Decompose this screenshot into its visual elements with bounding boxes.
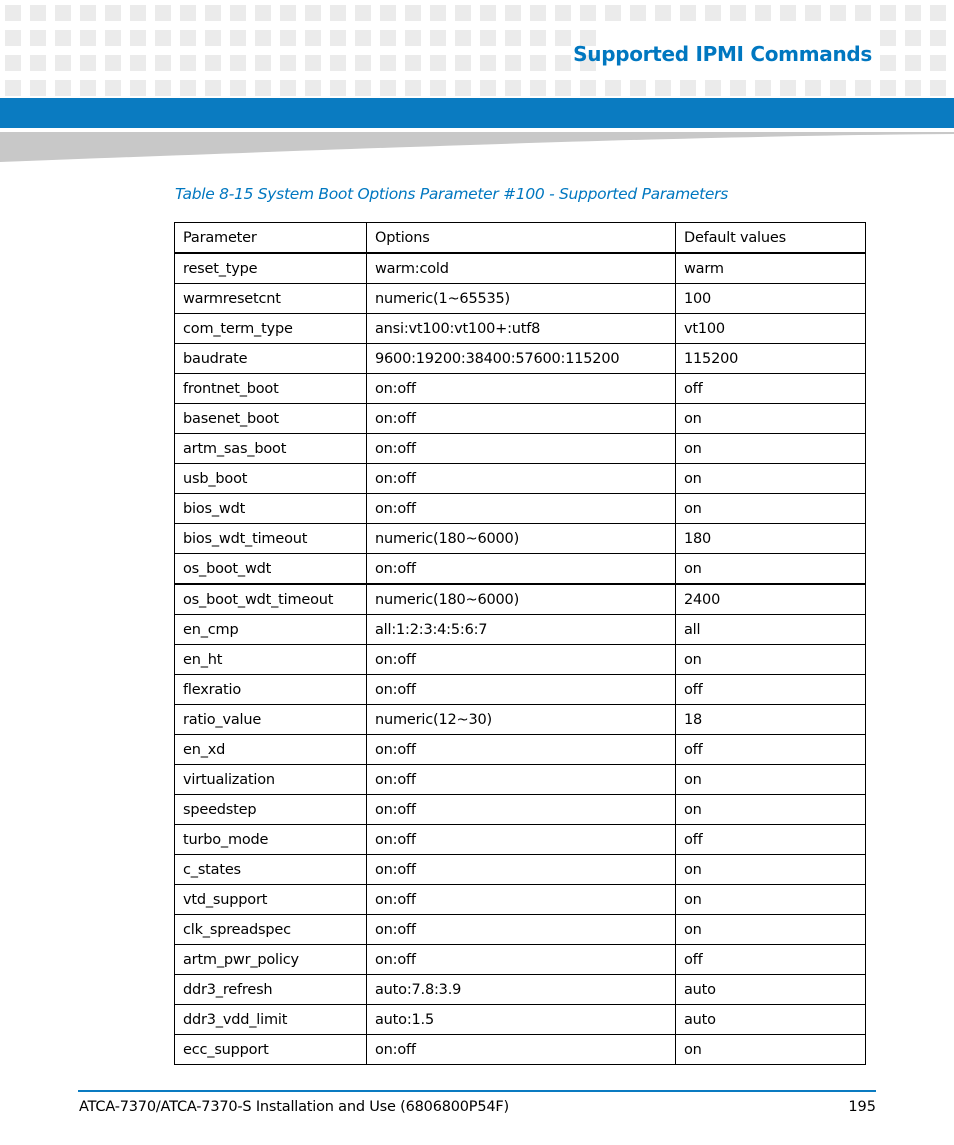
table-row bbox=[175, 584, 866, 615]
options-cell: numeric(1~65535) bbox=[367, 284, 676, 314]
footer-document-title: ATCA-7370/ATCA-7370-S Installation and Use (6806800P54F) bbox=[79, 1099, 509, 1115]
options-cell: on:off bbox=[367, 855, 676, 885]
default-value-cell: auto bbox=[676, 975, 866, 1005]
table-row bbox=[175, 253, 866, 284]
page-title: Supported IPMI Commands bbox=[573, 42, 872, 66]
options-cell: auto:7.8:3.9 bbox=[367, 975, 676, 1005]
parameter-cell: warmresetcnt bbox=[175, 284, 367, 314]
table-row bbox=[175, 314, 866, 344]
options-cell: on:off bbox=[367, 1035, 676, 1065]
parameter-cell: speedstep bbox=[175, 795, 367, 825]
parameter-cell: flexratio bbox=[175, 675, 367, 705]
parameter-cell: virtualization bbox=[175, 765, 367, 795]
default-value-cell: 2400 bbox=[676, 584, 866, 615]
options-cell: warm:cold bbox=[367, 253, 676, 284]
default-value-cell: on bbox=[676, 404, 866, 434]
parameter-cell: bios_wdt bbox=[175, 494, 367, 524]
parameter-cell: en_ht bbox=[175, 645, 367, 675]
options-cell: on:off bbox=[367, 464, 676, 494]
parameter-cell: en_xd bbox=[175, 735, 367, 765]
default-value-cell: on bbox=[676, 855, 866, 885]
options-cell: on:off bbox=[367, 915, 676, 945]
footer-divider bbox=[78, 1090, 876, 1092]
options-cell: on:off bbox=[367, 554, 676, 585]
options-cell: numeric(180~6000) bbox=[367, 524, 676, 554]
parameter-cell: basenet_boot bbox=[175, 404, 367, 434]
parameter-cell: os_boot_wdt bbox=[175, 554, 367, 585]
default-value-cell: on bbox=[676, 494, 866, 524]
options-cell: on:off bbox=[367, 795, 676, 825]
parameter-cell: artm_sas_boot bbox=[175, 434, 367, 464]
default-value-cell: warm bbox=[676, 253, 866, 284]
options-cell: on:off bbox=[367, 494, 676, 524]
default-value-cell: 100 bbox=[676, 284, 866, 314]
table-row bbox=[175, 885, 866, 915]
table-caption: Table 8-15 System Boot Options Parameter #100 - Supported Parameters bbox=[175, 185, 728, 203]
table-row bbox=[175, 284, 866, 314]
parameter-cell: frontnet_boot bbox=[175, 374, 367, 404]
options-cell: on:off bbox=[367, 885, 676, 915]
table-row bbox=[175, 404, 866, 434]
options-cell: all:1:2:3:4:5:6:7 bbox=[367, 615, 676, 645]
options-cell: on:off bbox=[367, 825, 676, 855]
table-row bbox=[175, 915, 866, 945]
table-row bbox=[175, 735, 866, 765]
options-cell: on:off bbox=[367, 404, 676, 434]
default-value-cell: on bbox=[676, 795, 866, 825]
options-cell: ansi:vt100:vt100+:utf8 bbox=[367, 314, 676, 344]
parameters-table bbox=[174, 222, 866, 1065]
parameter-cell: clk_spreadspec bbox=[175, 915, 367, 945]
default-value-cell: on bbox=[676, 915, 866, 945]
table-row bbox=[175, 675, 866, 705]
options-cell: on:off bbox=[367, 434, 676, 464]
parameter-cell: ecc_support bbox=[175, 1035, 367, 1065]
default-value-cell: vt100 bbox=[676, 314, 866, 344]
parameter-cell: ddr3_refresh bbox=[175, 975, 367, 1005]
parameter-cell: artm_pwr_policy bbox=[175, 945, 367, 975]
table-row bbox=[175, 524, 866, 554]
default-value-cell: auto bbox=[676, 1005, 866, 1035]
default-value-cell: off bbox=[676, 374, 866, 404]
default-value-cell: on bbox=[676, 434, 866, 464]
parameter-cell: c_states bbox=[175, 855, 367, 885]
table-row bbox=[175, 975, 866, 1005]
parameter-cell: bios_wdt_timeout bbox=[175, 524, 367, 554]
parameter-cell: turbo_mode bbox=[175, 825, 367, 855]
table-row bbox=[175, 344, 866, 374]
table-row bbox=[175, 494, 866, 524]
options-cell: on:off bbox=[367, 945, 676, 975]
table-row bbox=[175, 374, 866, 404]
parameter-cell: ratio_value bbox=[175, 705, 367, 735]
table-header-row bbox=[175, 223, 866, 254]
column-header: Parameter bbox=[175, 223, 367, 254]
parameter-cell: en_cmp bbox=[175, 615, 367, 645]
default-value-cell: on bbox=[676, 765, 866, 795]
parameter-cell: os_boot_wdt_timeout bbox=[175, 584, 367, 615]
options-cell: numeric(12~30) bbox=[367, 705, 676, 735]
table-row bbox=[175, 615, 866, 645]
options-cell: auto:1.5 bbox=[367, 1005, 676, 1035]
parameter-cell: ddr3_vdd_limit bbox=[175, 1005, 367, 1035]
table-row bbox=[175, 1005, 866, 1035]
table-row bbox=[175, 795, 866, 825]
parameter-cell: reset_type bbox=[175, 253, 367, 284]
default-value-cell: 180 bbox=[676, 524, 866, 554]
default-value-cell: off bbox=[676, 825, 866, 855]
table-row bbox=[175, 765, 866, 795]
options-cell: on:off bbox=[367, 645, 676, 675]
parameter-cell: usb_boot bbox=[175, 464, 367, 494]
table-row bbox=[175, 855, 866, 885]
page-number: 195 bbox=[848, 1099, 876, 1115]
table-row bbox=[175, 825, 866, 855]
default-value-cell: all bbox=[676, 615, 866, 645]
options-cell: on:off bbox=[367, 675, 676, 705]
column-header: Options bbox=[367, 223, 676, 254]
header-blue-bar bbox=[0, 98, 954, 128]
default-value-cell: on bbox=[676, 554, 866, 585]
table-row bbox=[175, 1035, 866, 1065]
parameter-cell: baudrate bbox=[175, 344, 367, 374]
default-value-cell: off bbox=[676, 735, 866, 765]
table-row bbox=[175, 554, 866, 585]
default-value-cell: 115200 bbox=[676, 344, 866, 374]
default-value-cell: on bbox=[676, 645, 866, 675]
parameter-cell: vtd_support bbox=[175, 885, 367, 915]
parameter-cell: com_term_type bbox=[175, 314, 367, 344]
default-value-cell: on bbox=[676, 464, 866, 494]
header-gray-swoosh bbox=[0, 132, 954, 164]
default-value-cell: off bbox=[676, 945, 866, 975]
table-row bbox=[175, 434, 866, 464]
options-cell: on:off bbox=[367, 374, 676, 404]
options-cell: numeric(180~6000) bbox=[367, 584, 676, 615]
default-value-cell: off bbox=[676, 675, 866, 705]
table-row bbox=[175, 464, 866, 494]
options-cell: on:off bbox=[367, 765, 676, 795]
column-header: Default values bbox=[676, 223, 866, 254]
table-row bbox=[175, 705, 866, 735]
table-row bbox=[175, 945, 866, 975]
default-value-cell: on bbox=[676, 1035, 866, 1065]
options-cell: on:off bbox=[367, 735, 676, 765]
table-row bbox=[175, 645, 866, 675]
options-cell: 9600:19200:38400:57600:115200 bbox=[367, 344, 676, 374]
default-value-cell: 18 bbox=[676, 705, 866, 735]
default-value-cell: on bbox=[676, 885, 866, 915]
